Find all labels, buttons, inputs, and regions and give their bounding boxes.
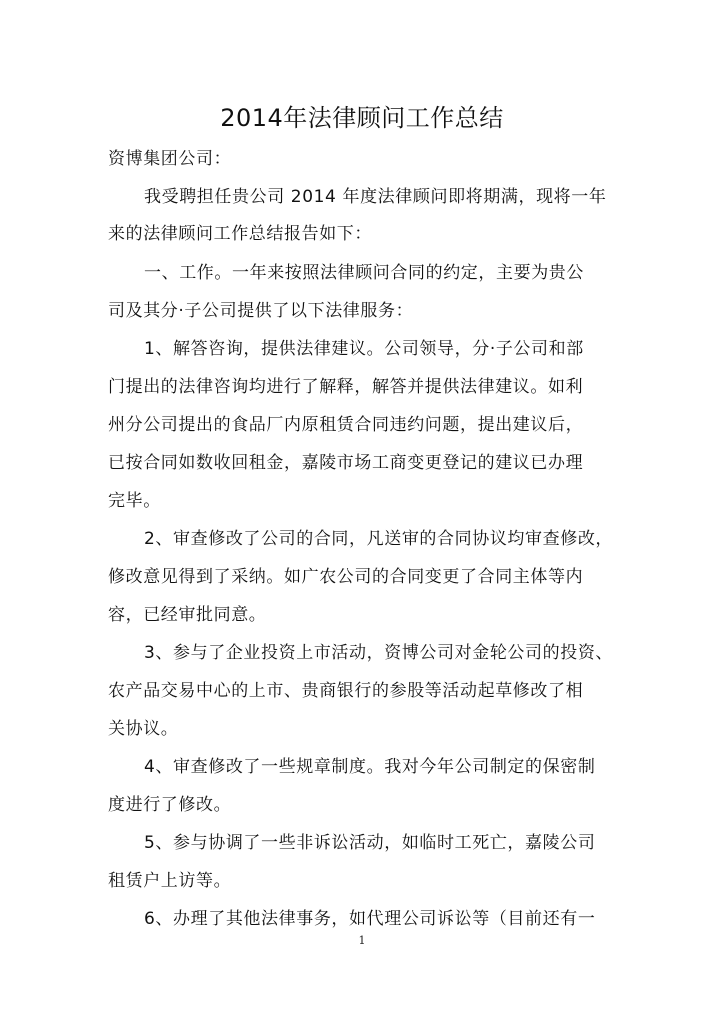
page-number: 1 [358, 934, 366, 947]
text-line: 门提出的法律咨询均进行了解释，解答并提供法律建议。如利 [108, 377, 584, 397]
text-line: 3、参与了企业投资上市活动，资博公司对金轮公司的投资、 [144, 643, 614, 663]
text-line: 5、参与协调了一些非诉讼活动，如临时工死亡，嘉陵公司 [144, 833, 596, 853]
text-line: 州分公司提出的食品厂内原租赁合同违约问题，提出建议后， [108, 415, 584, 435]
text-line: 2、审查修改了公司的合同，凡送审的合同协议均审查修改， [144, 529, 614, 549]
text-line-salutation: 资博集团公司： [108, 149, 232, 169]
text-line: 一、工作。一年来按照法律顾问合同的约定，主要为贵公 [144, 263, 584, 283]
text-line: 司及其分·子公司提供了以下法律服务： [108, 301, 414, 321]
text-line: 已按合同如数收回租金，嘉陵市场工商变更登记的建议已办理 [108, 453, 584, 473]
text-line: 度进行了修改。 [108, 795, 232, 815]
text-line: 来的法律顾问工作总结报告如下： [108, 224, 372, 244]
text-line: 关协议。 [108, 719, 179, 739]
text-line: 修改意见得到了采纳。如广农公司的合同变更了合同主体等内 [108, 567, 584, 587]
text-line: 1、解答咨询，提供法律建议。公司领导，分·子公司和部 [144, 339, 584, 359]
text-line: 完毕。 [108, 491, 161, 511]
text-line: 6、办理了其他法律事务，如代理公司诉讼等（目前还有一 [144, 909, 596, 929]
text-line: 农产品交易中心的上市、贵商银行的参股等活动起草修改了相 [108, 681, 584, 701]
text-line: 我受聘担任贵公司 2014 年度法律顾问即将期满，现将一年 [144, 187, 607, 207]
text-line: 4、审查修改了一些规章制度。我对今年公司制定的保密制 [144, 757, 596, 777]
document-title: 2014年法律顾问工作总结 [220, 104, 504, 132]
text-line: 容，已经审批同意。 [108, 605, 267, 625]
text-line: 租赁户上访等。 [108, 871, 232, 891]
